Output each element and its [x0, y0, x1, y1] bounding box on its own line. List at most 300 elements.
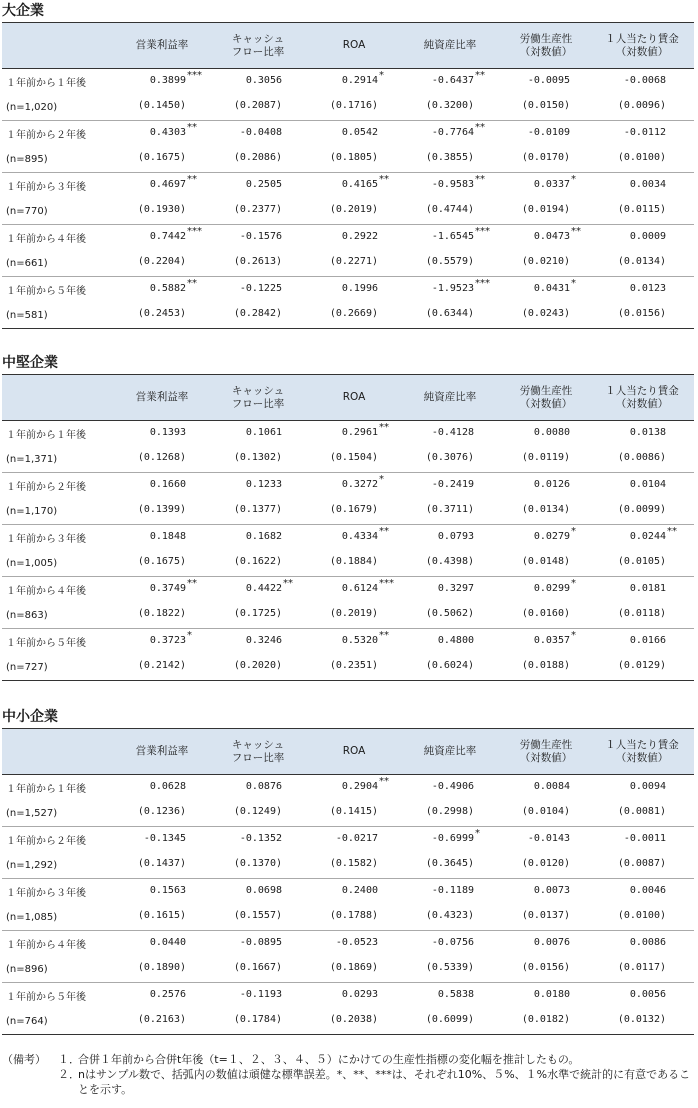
sample-size: (n=581): [6, 309, 48, 321]
standard-error-value: (0.0137): [521, 910, 570, 922]
sample-size: (n=661): [6, 257, 48, 269]
standard-error-value: (0.3200): [425, 100, 474, 112]
coefficient-value: 0.0076: [533, 936, 570, 948]
sample-size: (n=764): [6, 1015, 48, 1027]
coefficient-value: 0.0086: [629, 936, 666, 948]
standard-error-value: (0.1622): [233, 556, 282, 568]
significance-mark: *: [475, 827, 480, 839]
row-label: １年前から１年後: [6, 784, 86, 796]
significance-mark: **: [379, 629, 389, 641]
coefficient-value: -0.1193: [239, 988, 282, 1000]
note-text: 合併１年前から合併t年後（t=１、２、３、４、５）にかけての生産性指標の変化幅を推計したもの。: [78, 1053, 580, 1066]
coefficient-value: 0.4303: [149, 126, 186, 138]
column-header: キャッシュ フロー比率: [231, 384, 285, 410]
table-row-standard-error: [2, 1009, 694, 1035]
standard-error-value: (0.0194): [521, 204, 570, 216]
standard-error-value: (0.0188): [521, 660, 570, 672]
standard-error-value: (0.0105): [617, 556, 666, 568]
table-row-coefficient: [2, 827, 694, 853]
standard-error-value: (0.6024): [425, 660, 474, 672]
coefficient-value: -0.0112: [623, 126, 666, 138]
standard-error-value: (0.1884): [329, 556, 378, 568]
column-header: 営業利益率: [135, 391, 189, 403]
row-label: １年前から２年後: [6, 836, 86, 848]
coefficient-value: 0.1682: [245, 530, 282, 542]
standard-error-value: (0.1582): [329, 858, 378, 870]
standard-error-value: (0.2163): [137, 1014, 186, 1026]
standard-error-value: (0.1805): [329, 152, 378, 164]
standard-error-value: (0.2087): [233, 100, 282, 112]
row-label: １年前から１年後: [6, 78, 86, 90]
coefficient-value: 0.0094: [629, 780, 666, 792]
table-row-group: [2, 225, 694, 277]
table-row-group: [2, 577, 694, 629]
table-row-group: [2, 931, 694, 983]
sample-size: (n=1,371): [6, 453, 58, 465]
table-row-coefficient: [2, 577, 694, 603]
standard-error-value: (0.2351): [329, 660, 378, 672]
section-title: 中堅企業: [2, 355, 58, 371]
coefficient-value: 0.4422: [245, 582, 282, 594]
row-label: １年前から５年後: [6, 992, 86, 1004]
coefficient-value: 0.0181: [629, 582, 666, 594]
note-number: １．: [58, 1053, 80, 1066]
table-row-standard-error: [2, 801, 694, 827]
sample-size: (n=727): [6, 661, 48, 673]
standard-error-value: (0.0160): [521, 608, 570, 620]
table-row-standard-error: [2, 95, 694, 121]
coefficient-value: 0.0009: [629, 230, 666, 242]
table-row-standard-error: [2, 655, 694, 681]
coefficient-value: -0.0408: [239, 126, 282, 138]
results-table: [2, 374, 694, 681]
standard-error-value: (0.1415): [329, 806, 378, 818]
table-row-coefficient: [2, 525, 694, 551]
coefficient-value: 0.0046: [629, 884, 666, 896]
standard-error-value: (0.0182): [521, 1014, 570, 1026]
coefficient-value: 0.0431: [533, 282, 570, 294]
coefficient-value: 0.4697: [149, 178, 186, 190]
standard-error-value: (0.2019): [329, 204, 378, 216]
standard-error-value: (0.1236): [137, 806, 186, 818]
coefficient-value: 0.1660: [149, 478, 186, 490]
standard-error-value: (0.1890): [137, 962, 186, 974]
table-row-standard-error: [2, 603, 694, 629]
coefficient-value: -0.1345: [143, 832, 186, 844]
coefficient-value: 0.0793: [437, 530, 474, 542]
coefficient-value: -0.0109: [527, 126, 570, 138]
standard-error-value: (0.1437): [137, 858, 186, 870]
coefficient-value: 0.2922: [341, 230, 378, 242]
coefficient-value: 0.3272: [341, 478, 378, 490]
coefficient-value: -0.1352: [239, 832, 282, 844]
coefficient-value: 0.2576: [149, 988, 186, 1000]
table-row-coefficient: [2, 277, 694, 303]
table-row-group: [2, 983, 694, 1034]
column-header: 営業利益率: [135, 39, 189, 51]
standard-error-value: (0.2142): [137, 660, 186, 672]
table-header: [2, 375, 694, 421]
table-row-group: [2, 879, 694, 931]
standard-error-value: (0.0132): [617, 1014, 666, 1026]
coefficient-value: 0.3749: [149, 582, 186, 594]
standard-error-value: (0.4323): [425, 910, 474, 922]
coefficient-value: 0.0073: [533, 884, 570, 896]
standard-error-value: (0.2020): [233, 660, 282, 672]
section-2: [0, 352, 698, 681]
table-row-standard-error: [2, 551, 694, 577]
coefficient-value: 0.0104: [629, 478, 666, 490]
standard-error-value: (0.1557): [233, 910, 282, 922]
row-label: １年前から４年後: [6, 940, 86, 952]
standard-error-value: (0.1675): [137, 152, 186, 164]
standard-error-value: (0.0100): [617, 152, 666, 164]
standard-error-value: (0.3076): [425, 452, 474, 464]
table-row-group: [2, 525, 694, 577]
standard-error-value: (0.0156): [521, 962, 570, 974]
standard-error-value: (0.0104): [521, 806, 570, 818]
column-header: キャッシュ フロー比率: [231, 738, 285, 764]
coefficient-value: 0.2961: [341, 426, 378, 438]
row-label: １年前から５年後: [6, 638, 86, 650]
significance-mark: **: [475, 173, 485, 185]
standard-error-value: (0.2271): [329, 256, 378, 268]
standard-error-value: (0.2669): [329, 308, 378, 320]
notes: [2, 1052, 696, 1097]
table-row-coefficient: [2, 983, 694, 1009]
coefficient-value: 0.6124: [341, 582, 378, 594]
coefficient-value: 0.0698: [245, 884, 282, 896]
significance-mark: ***: [475, 277, 490, 289]
standard-error-value: (0.2842): [233, 308, 282, 320]
standard-error-value: (0.1716): [329, 100, 378, 112]
coefficient-value: 0.0080: [533, 426, 570, 438]
sample-size: (n=770): [6, 205, 48, 217]
standard-error-value: (0.0170): [521, 152, 570, 164]
standard-error-value: (0.3645): [425, 858, 474, 870]
notes-prefix: （備考）: [2, 1053, 46, 1066]
coefficient-value: -0.0217: [335, 832, 378, 844]
coefficient-value: 0.1061: [245, 426, 282, 438]
coefficient-value: -0.0095: [527, 74, 570, 86]
coefficient-value: 0.0056: [629, 988, 666, 1000]
sample-size: (n=895): [6, 153, 48, 165]
table-row-group: [2, 121, 694, 173]
sample-size: (n=1,005): [6, 557, 58, 569]
column-header: １人当たり賃金 （対数値）: [605, 384, 679, 410]
significance-mark: *: [571, 629, 576, 641]
standard-error-value: (0.0134): [521, 504, 570, 516]
coefficient-value: -0.0143: [527, 832, 570, 844]
table-row-standard-error: [2, 447, 694, 473]
table-row-coefficient: [2, 775, 694, 801]
column-header: ROA: [342, 39, 366, 51]
standard-error-value: (0.0086): [617, 452, 666, 464]
standard-error-value: (0.2377): [233, 204, 282, 216]
coefficient-value: -0.1189: [431, 884, 474, 896]
table-row-standard-error: [2, 905, 694, 931]
significance-mark: ***: [475, 225, 490, 237]
standard-error-value: (0.1504): [329, 452, 378, 464]
coefficient-value: 0.0293: [341, 988, 378, 1000]
significance-mark: **: [379, 775, 389, 787]
column-header: 営業利益率: [135, 745, 189, 757]
coefficient-value: -0.4128: [431, 426, 474, 438]
coefficient-value: 0.2400: [341, 884, 378, 896]
column-header: １人当たり賃金 （対数値）: [605, 738, 679, 764]
table-row-coefficient: [2, 879, 694, 905]
significance-mark: **: [667, 525, 677, 537]
standard-error-value: (0.1615): [137, 910, 186, 922]
coefficient-value: 0.1233: [245, 478, 282, 490]
significance-mark: ***: [379, 577, 394, 589]
standard-error-value: (0.0096): [617, 100, 666, 112]
coefficient-value: 0.3723: [149, 634, 186, 646]
row-label: １年前から１年後: [6, 430, 86, 442]
sample-size: (n=1,020): [6, 101, 58, 113]
column-header: 純資産比率: [423, 391, 477, 403]
table-row-coefficient: [2, 421, 694, 447]
coefficient-value: 0.0123: [629, 282, 666, 294]
significance-mark: **: [379, 173, 389, 185]
coefficient-value: 0.0440: [149, 936, 186, 948]
standard-error-value: (0.3855): [425, 152, 474, 164]
significance-mark: **: [475, 69, 485, 81]
standard-error-value: (0.0134): [617, 256, 666, 268]
results-table: [2, 22, 694, 329]
standard-error-value: (0.0148): [521, 556, 570, 568]
standard-error-value: (0.1249): [233, 806, 282, 818]
coefficient-value: -1.6545: [431, 230, 474, 242]
coefficient-value: -0.0895: [239, 936, 282, 948]
table-row-coefficient: [2, 629, 694, 655]
standard-error-value: (0.1930): [137, 204, 186, 216]
sample-size: (n=896): [6, 963, 48, 975]
table-row-group: [2, 277, 694, 328]
standard-error-value: (0.0210): [521, 256, 570, 268]
column-header: 労働生産性 （対数値）: [519, 738, 573, 764]
standard-error-value: (0.0150): [521, 100, 570, 112]
standard-error-value: (0.1679): [329, 504, 378, 516]
standard-error-value: (0.2453): [137, 308, 186, 320]
coefficient-value: 0.1393: [149, 426, 186, 438]
table-row-group: [2, 173, 694, 225]
significance-mark: **: [379, 525, 389, 537]
standard-error-value: (0.3711): [425, 504, 474, 516]
coefficient-value: 0.1563: [149, 884, 186, 896]
sample-size: (n=1,527): [6, 807, 58, 819]
table-row-standard-error: [2, 499, 694, 525]
significance-mark: *: [187, 629, 192, 641]
table-row-group: [2, 69, 694, 121]
standard-error-value: (0.4398): [425, 556, 474, 568]
coefficient-value: -0.0756: [431, 936, 474, 948]
column-header: 純資産比率: [423, 39, 477, 51]
coefficient-value: -0.7764: [431, 126, 474, 138]
standard-error-value: (0.0081): [617, 806, 666, 818]
table-row-group: [2, 827, 694, 879]
row-label: １年前から２年後: [6, 482, 86, 494]
results-table: [2, 728, 694, 1035]
row-label: １年前から５年後: [6, 286, 86, 298]
coefficient-value: 0.0279: [533, 530, 570, 542]
standard-error-value: (0.0087): [617, 858, 666, 870]
standard-error-value: (0.2019): [329, 608, 378, 620]
note-1: [2, 1052, 696, 1067]
coefficient-value: 0.2505: [245, 178, 282, 190]
coefficient-value: 0.0357: [533, 634, 570, 646]
coefficient-value: 0.0473: [533, 230, 570, 242]
coefficient-value: -0.1576: [239, 230, 282, 242]
table-row-coefficient: [2, 173, 694, 199]
sample-size: (n=863): [6, 609, 48, 621]
standard-error-value: (0.6099): [425, 1014, 474, 1026]
standard-error-value: (0.1784): [233, 1014, 282, 1026]
standard-error-value: (0.1450): [137, 100, 186, 112]
row-label: １年前から２年後: [6, 130, 86, 142]
coefficient-value: -0.2419: [431, 478, 474, 490]
row-label: １年前から３年後: [6, 534, 86, 546]
standard-error-value: (0.5062): [425, 608, 474, 620]
coefficient-value: -0.0011: [623, 832, 666, 844]
standard-error-value: (0.0100): [617, 910, 666, 922]
significance-mark: **: [571, 225, 581, 237]
coefficient-value: 0.0299: [533, 582, 570, 594]
standard-error-value: (0.0129): [617, 660, 666, 672]
coefficient-value: 0.4334: [341, 530, 378, 542]
significance-mark: *: [571, 173, 576, 185]
column-header: キャッシュ フロー比率: [231, 32, 285, 58]
table-row-group: [2, 473, 694, 525]
significance-mark: **: [475, 121, 485, 133]
significance-mark: *: [379, 473, 384, 485]
coefficient-value: 0.0542: [341, 126, 378, 138]
section-title: 中小企業: [2, 709, 58, 725]
standard-error-value: (0.1869): [329, 962, 378, 974]
significance-mark: ***: [187, 69, 202, 81]
coefficient-value: -0.6437: [431, 74, 474, 86]
coefficient-value: 0.7442: [149, 230, 186, 242]
coefficient-value: 0.0628: [149, 780, 186, 792]
table-header: [2, 23, 694, 69]
standard-error-value: (0.1667): [233, 962, 282, 974]
standard-error-value: (0.0119): [521, 452, 570, 464]
coefficient-value: 0.3297: [437, 582, 474, 594]
row-label: １年前から４年後: [6, 234, 86, 246]
table-row-coefficient: [2, 473, 694, 499]
note-number: ２．: [58, 1068, 80, 1081]
row-label: １年前から３年後: [6, 182, 86, 194]
significance-mark: **: [283, 577, 293, 589]
significance-mark: *: [571, 277, 576, 289]
table-row-standard-error: [2, 303, 694, 329]
coefficient-value: 0.0084: [533, 780, 570, 792]
coefficient-value: 0.0034: [629, 178, 666, 190]
coefficient-value: 0.3246: [245, 634, 282, 646]
table-row-standard-error: [2, 853, 694, 879]
coefficient-value: 0.0138: [629, 426, 666, 438]
table-row-standard-error: [2, 199, 694, 225]
standard-error-value: (0.0243): [521, 308, 570, 320]
standard-error-value: (0.1268): [137, 452, 186, 464]
standard-error-value: (0.0118): [617, 608, 666, 620]
standard-error-value: (0.2038): [329, 1014, 378, 1026]
coefficient-value: 0.0126: [533, 478, 570, 490]
significance-mark: **: [379, 421, 389, 433]
standard-error-value: (0.4744): [425, 204, 474, 216]
coefficient-value: -0.0523: [335, 936, 378, 948]
standard-error-value: (0.2613): [233, 256, 282, 268]
coefficient-value: -0.1225: [239, 282, 282, 294]
significance-mark: ***: [187, 225, 202, 237]
standard-error-value: (0.1370): [233, 858, 282, 870]
significance-mark: *: [571, 525, 576, 537]
coefficient-value: 0.0166: [629, 634, 666, 646]
note-text: nはサンプル数で、括弧内の数値は頑健な標準誤差。*、**、***は、それぞれ10%、５%、１%水準で統計的に有意であることを示す。: [78, 1068, 691, 1096]
column-header: 労働生産性 （対数値）: [519, 384, 573, 410]
table-row-standard-error: [2, 957, 694, 983]
coefficient-value: 0.1848: [149, 530, 186, 542]
coefficient-value: 0.3899: [149, 74, 186, 86]
standard-error-value: (0.1788): [329, 910, 378, 922]
standard-error-value: (0.0099): [617, 504, 666, 516]
note-2: [2, 1067, 696, 1097]
significance-mark: **: [187, 277, 197, 289]
standard-error-value: (0.0156): [617, 308, 666, 320]
coefficient-value: 0.0876: [245, 780, 282, 792]
table-row-group: [2, 775, 694, 827]
row-label: １年前から３年後: [6, 888, 86, 900]
coefficient-value: 0.3056: [245, 74, 282, 86]
standard-error-value: (0.1399): [137, 504, 186, 516]
table-row-coefficient: [2, 931, 694, 957]
coefficient-value: -1.9523: [431, 282, 474, 294]
significance-mark: **: [187, 121, 197, 133]
sample-size: (n=1,292): [6, 859, 58, 871]
coefficient-value: -0.4906: [431, 780, 474, 792]
significance-mark: **: [187, 577, 197, 589]
significance-mark: *: [571, 577, 576, 589]
significance-mark: **: [187, 173, 197, 185]
standard-error-value: (0.5579): [425, 256, 474, 268]
table-row-group: [2, 629, 694, 680]
coefficient-value: 0.0180: [533, 988, 570, 1000]
coefficient-value: 0.5320: [341, 634, 378, 646]
standard-error-value: (0.1302): [233, 452, 282, 464]
standard-error-value: (0.0117): [617, 962, 666, 974]
table-row-standard-error: [2, 251, 694, 277]
coefficient-value: 0.2904: [341, 780, 378, 792]
coefficient-value: 0.4165: [341, 178, 378, 190]
significance-mark: *: [379, 69, 384, 81]
standard-error-value: (0.5339): [425, 962, 474, 974]
coefficient-value: 0.5882: [149, 282, 186, 294]
table-row-coefficient: [2, 69, 694, 95]
standard-error-value: (0.2998): [425, 806, 474, 818]
coefficient-value: -0.9583: [431, 178, 474, 190]
table-row-coefficient: [2, 225, 694, 251]
coefficient-value: -0.6999: [431, 832, 474, 844]
standard-error-value: (0.2086): [233, 152, 282, 164]
coefficient-value: 0.0244: [629, 530, 666, 542]
table-row-coefficient: [2, 121, 694, 147]
section-1: [0, 0, 698, 329]
column-header: １人当たり賃金 （対数値）: [605, 32, 679, 58]
column-header: 純資産比率: [423, 745, 477, 757]
column-header: ROA: [342, 745, 366, 757]
row-label: １年前から４年後: [6, 586, 86, 598]
standard-error-value: (0.1377): [233, 504, 282, 516]
